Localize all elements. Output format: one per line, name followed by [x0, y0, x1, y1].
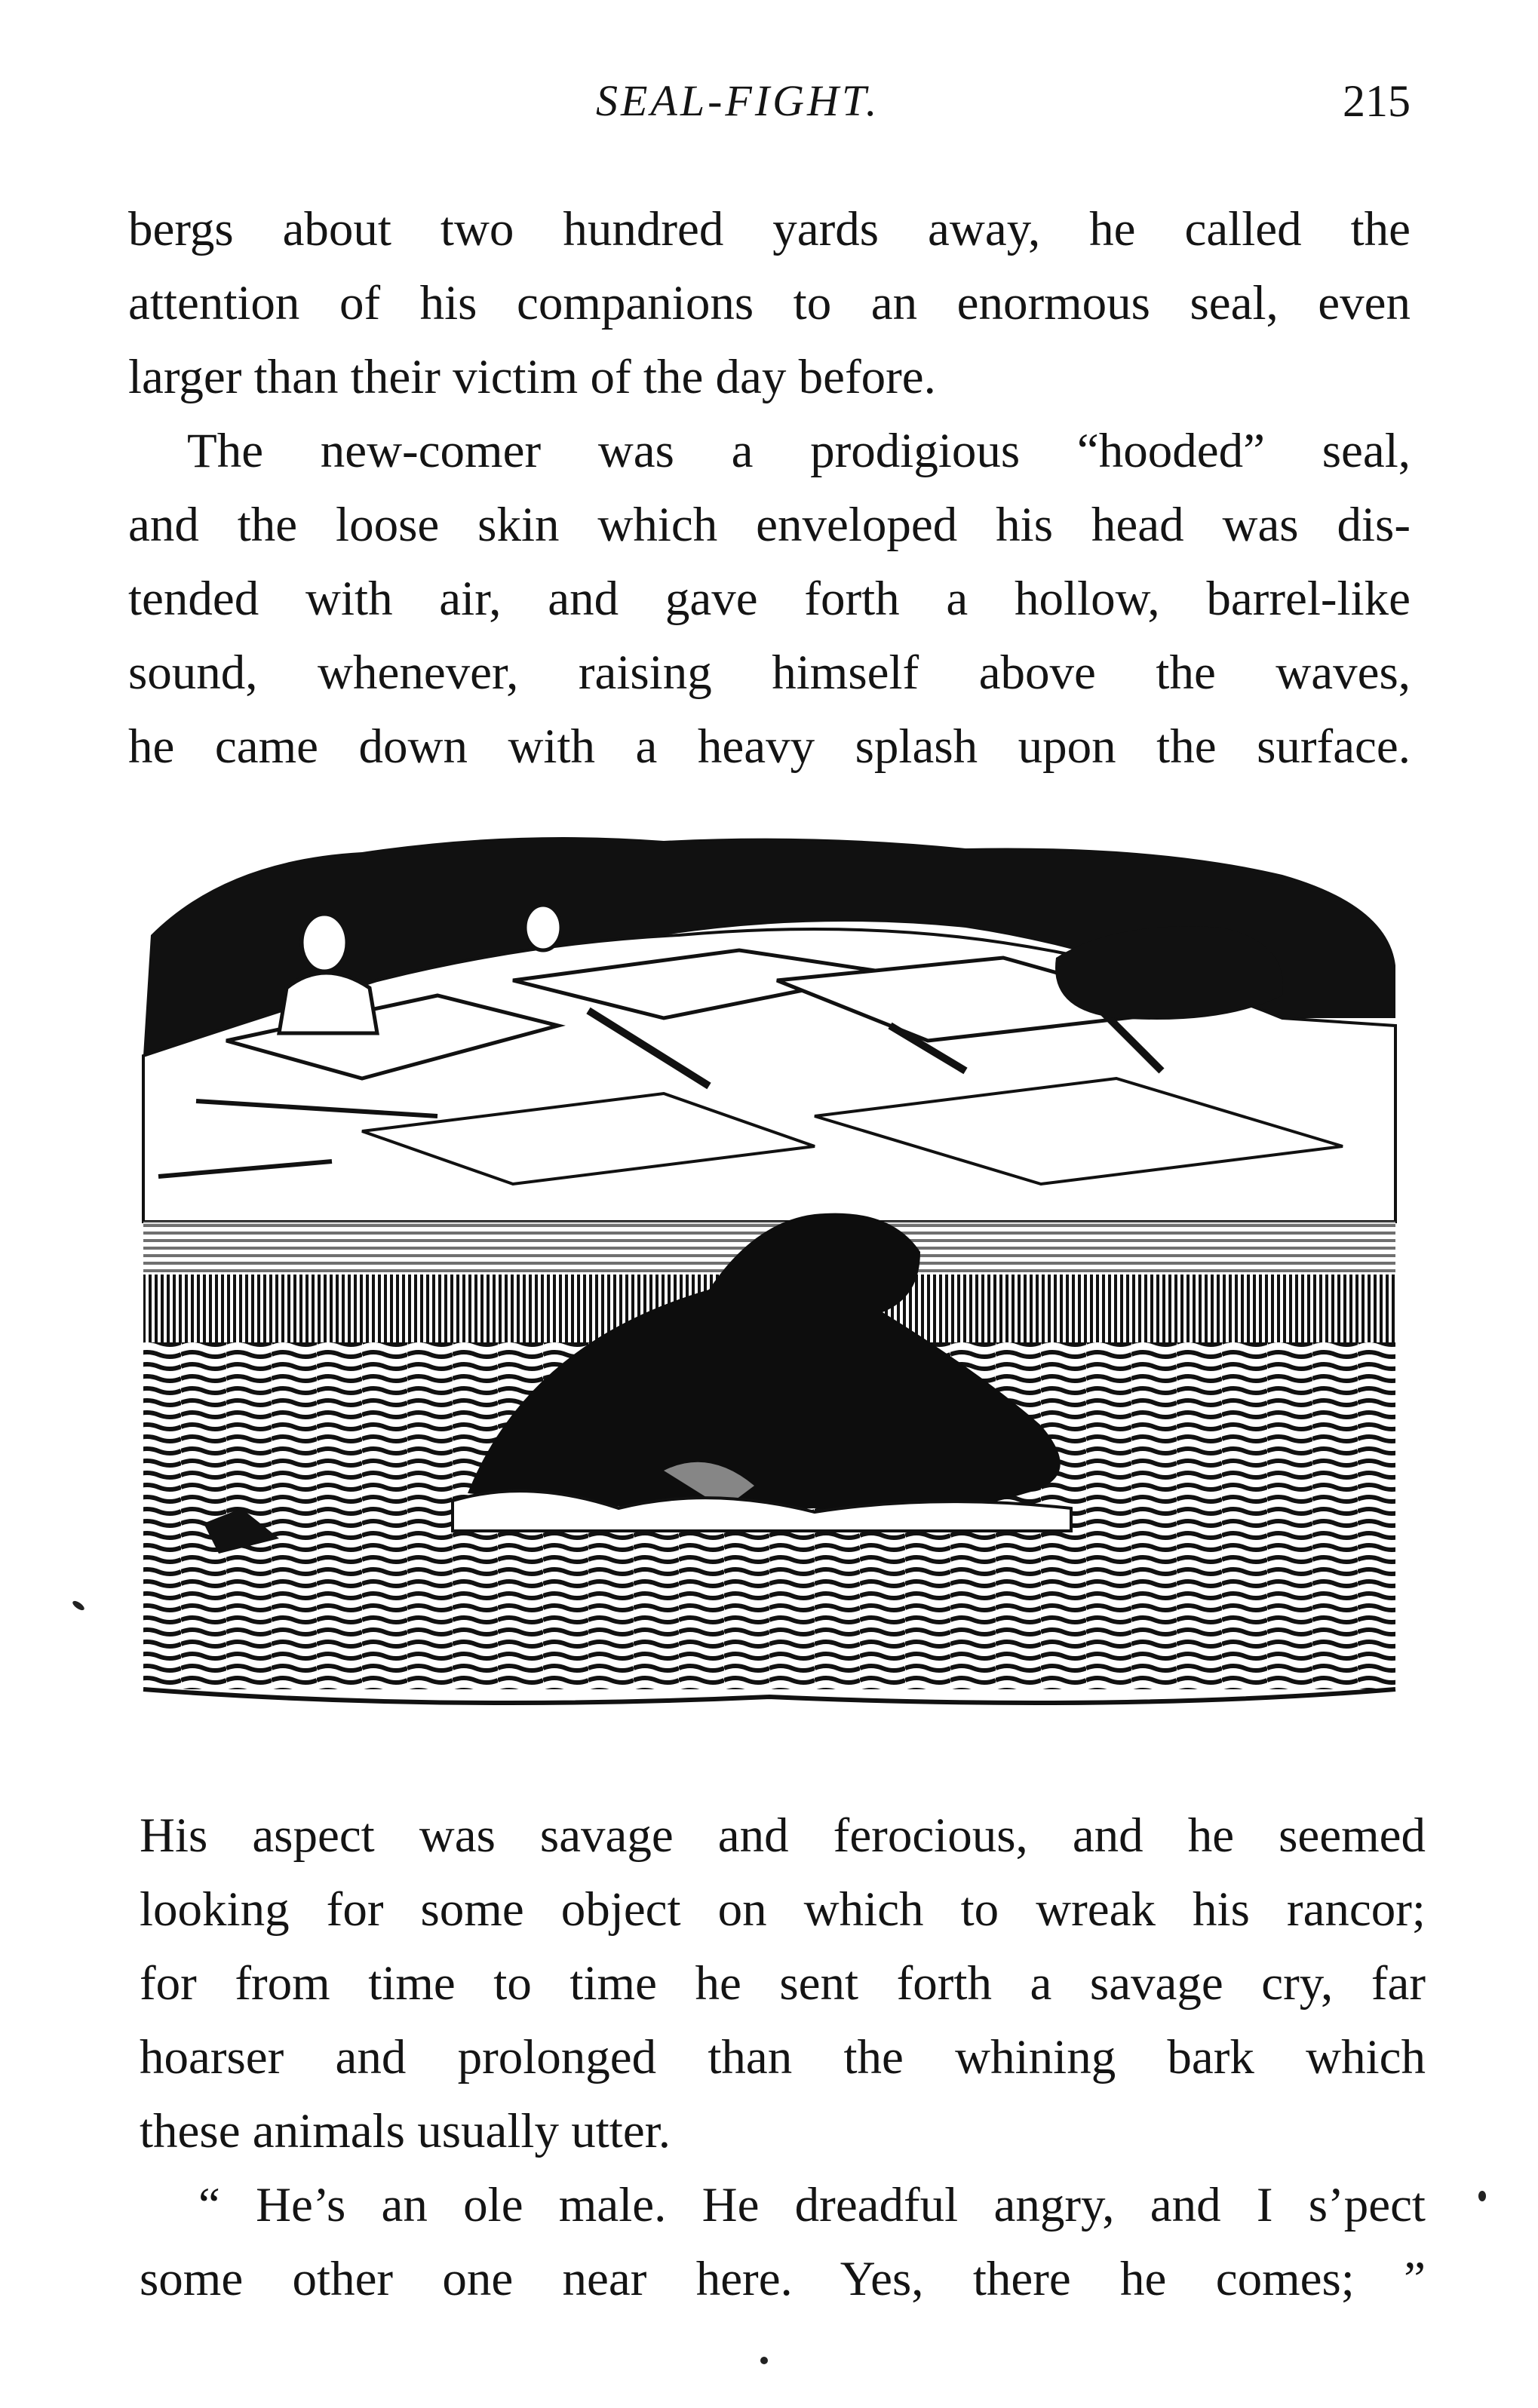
text-block-top: [128, 192, 1411, 784]
text-line: for from time to time he sent forth a savage cry, far: [140, 1956, 1426, 2011]
text-line: larger than their victim of the day before.: [128, 350, 936, 404]
text-line: “ He’s an ole male. He dreadful angry, and I s’pect: [198, 2178, 1426, 2232]
text-line: hoarser and prolonged than the whining bark which: [140, 2030, 1426, 2084]
paragraph: [128, 192, 1411, 414]
text-line: bergs about two hundred yards away, he called the: [128, 202, 1411, 256]
text-line: some other one near here. Yes, there he comes; ”: [140, 2252, 1426, 2306]
page-header: [128, 75, 1411, 151]
text-line: he came down with a heavy splash upon the surface.: [128, 719, 1411, 774]
paragraph: [140, 1799, 1426, 2168]
print-speck: [71, 1600, 85, 1612]
engraving-art: [136, 830, 1403, 1735]
paragraph: [128, 414, 1411, 784]
text-line: attention of his companions to an enormous seal, even: [128, 276, 1411, 330]
page-number: 215: [1343, 76, 1411, 126]
text-line: sound, whenever, raising himself above the waves,: [128, 646, 1411, 700]
text-line: tended with air, and gave forth a hollow, barrel-like: [128, 572, 1411, 626]
print-speck: [760, 2357, 768, 2364]
text-line: and the loose skin which enveloped his head was dis-: [128, 498, 1411, 552]
text-line: looking for some object on which to wreak his rancor;: [140, 1882, 1426, 1937]
text-line: His aspect was savage and ferocious, and he seemed: [140, 1808, 1426, 1863]
print-speck: [1478, 2191, 1486, 2201]
seal-fight-engraving: [136, 830, 1403, 1735]
running-title: SEAL-FIGHT.: [596, 76, 880, 125]
text-line: The new-comer was a prodigious “hooded” seal,: [187, 424, 1411, 478]
text-block-bottom: [140, 1799, 1426, 2316]
text-line: these animals usually utter.: [140, 2104, 671, 2158]
paragraph: [140, 2168, 1426, 2316]
